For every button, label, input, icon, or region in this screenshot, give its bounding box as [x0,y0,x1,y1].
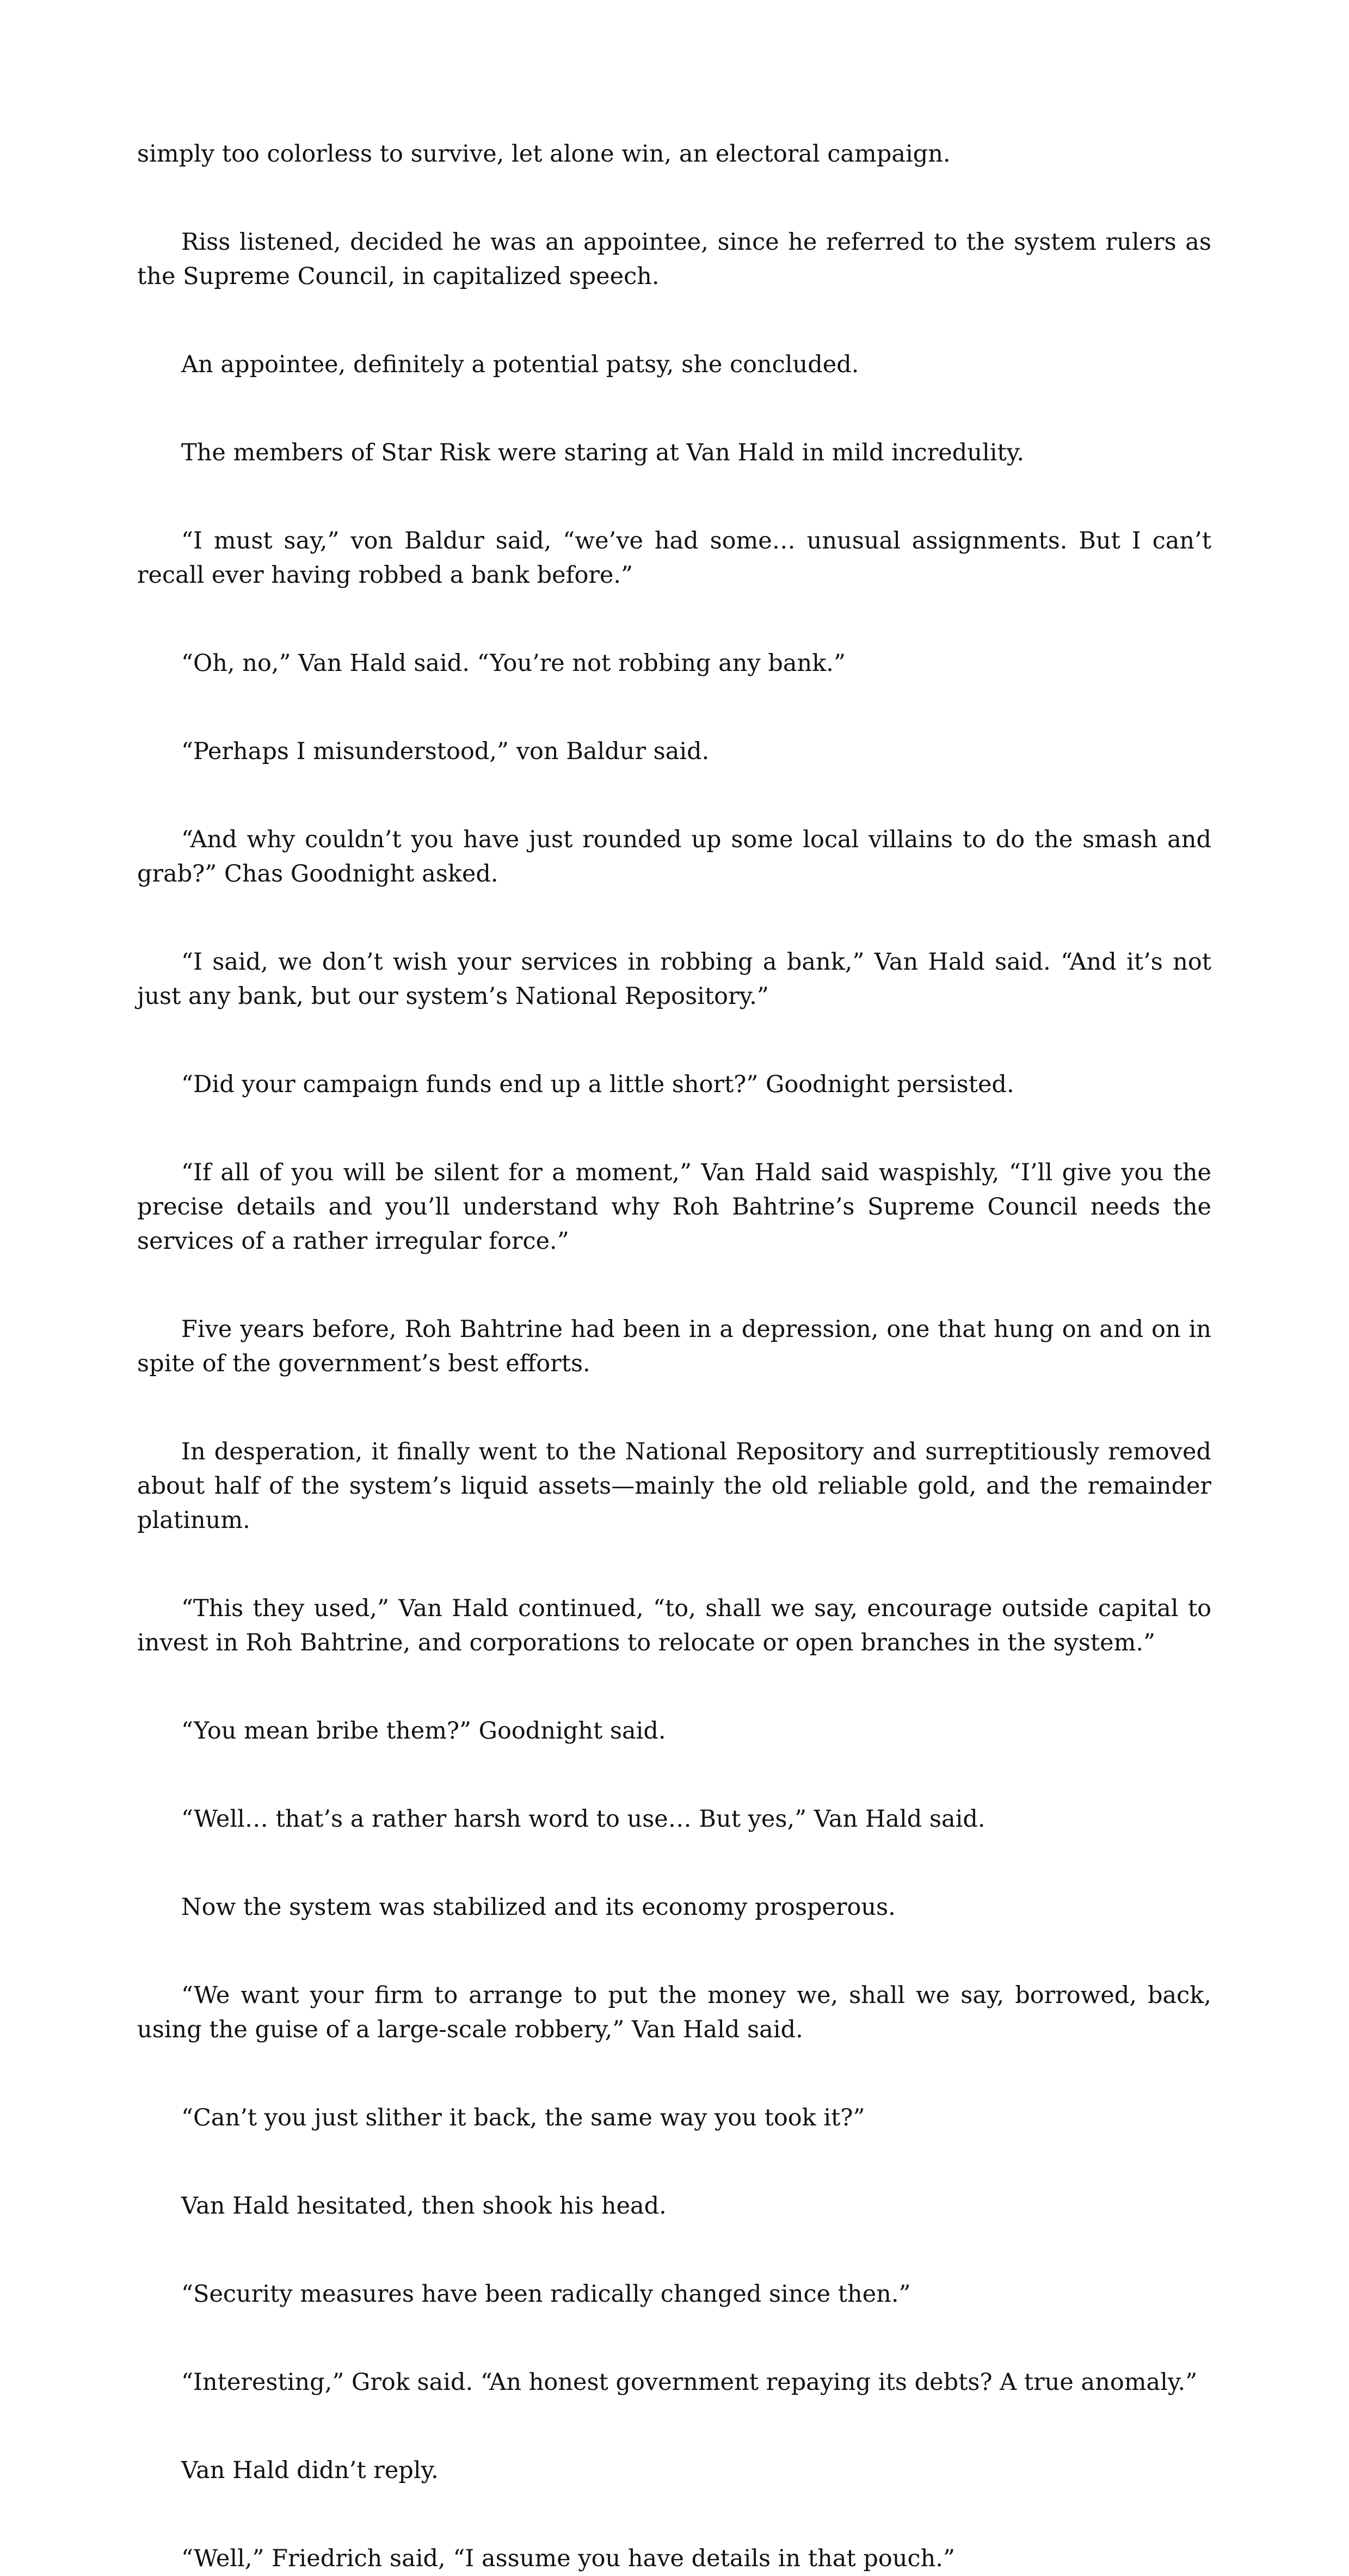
paragraph-2: Riss listened, decided he was an appointee, since he referred to the system rulers as the Supreme Council, in capitalized speech. [137,229,1211,290]
paragraph-13: In desperation, it finally went to the National Repository and surreptitiously removed about half of the system’s liquid assets—mainly the old reliable gold, and the remainder platinum. [137,1438,1211,1534]
paragraph-18: “We want your firm to arrange to put the money we, shall we say, borrowed, back, using the guise of a large-scale robbery,” Van Hald said. [137,1982,1211,2043]
paragraph-9: “I said, we don’t wish your services in robbing a bank,” Van Hald said. “And it’s not just any bank, but our system’s National Repository.” [137,948,1211,1010]
paragraph-15: “You mean bribe them?” Goodnight said. [181,1717,666,1745]
paragraph-11: “If all of you will be silent for a moment,” Van Hald said waspishly, “I’ll give you the precise details and you’ll understand why Roh Bahtrine’s Supreme Council needs the services of a rather irregular force.” [137,1159,1211,1255]
paragraph-1: simply too colorless to survive, let alone win, an electoral campaign. [137,140,951,168]
paragraph-20: Van Hald hesitated, then shook his head. [181,2192,667,2220]
paragraph-19: “Can’t you just slither it back, the same way you took it?” [181,2104,865,2131]
paragraph-6: “Oh, no,” Van Hald said. “You’re not robbing any bank.” [181,650,846,677]
paragraph-21: “Security measures have been radically changed since then.” [181,2281,911,2308]
paragraph-14: “This they used,” Van Hald continued, “to, shall we say, encourage outside capital to invest in Roh Bahtrine, and corporations to relocate or open branches in the system.” [137,1595,1211,1656]
paragraph-17: Now the system was stabilized and its economy prosperous. [181,1894,896,1921]
paragraph-5: “I must say,” von Baldur said, “we’ve had some… unusual assignments. But I can’t recall ever having robbed a bank before.” [137,527,1211,589]
paragraph-3: An appointee, definitely a potential patsy, she concluded. [181,351,859,378]
paragraph-12: Five years before, Roh Bahtrine had been in a depression, one that hung on and on in spite of the government’s best efforts. [137,1316,1211,1377]
paragraph-22: “Interesting,” Grok said. “An honest government repaying its debts? A true anomaly.” [181,2369,1198,2396]
paragraph-16: “Well… that’s a rather harsh word to use… But yes,” Van Hald said. [181,1805,985,1833]
paragraph-24: “Well,” Friedrich said, “I assume you have details in that pouch.” [181,2545,955,2572]
paragraph-23: Van Hald didn’t reply. [181,2457,439,2484]
paragraph-10: “Did your campaign funds end up a little short?” Goodnight persisted. [181,1071,1014,1098]
paragraph-4: The members of Star Risk were staring at Van Hald in mild incredulity. [181,439,1024,466]
paragraph-8: “And why couldn’t you have just rounded up some local villains to do the smash and grab?” Chas Goodnight asked. [137,826,1211,888]
body-text [137,137,1211,2576]
paragraph-7: “Perhaps I misunderstood,” von Baldur said. [181,738,710,765]
